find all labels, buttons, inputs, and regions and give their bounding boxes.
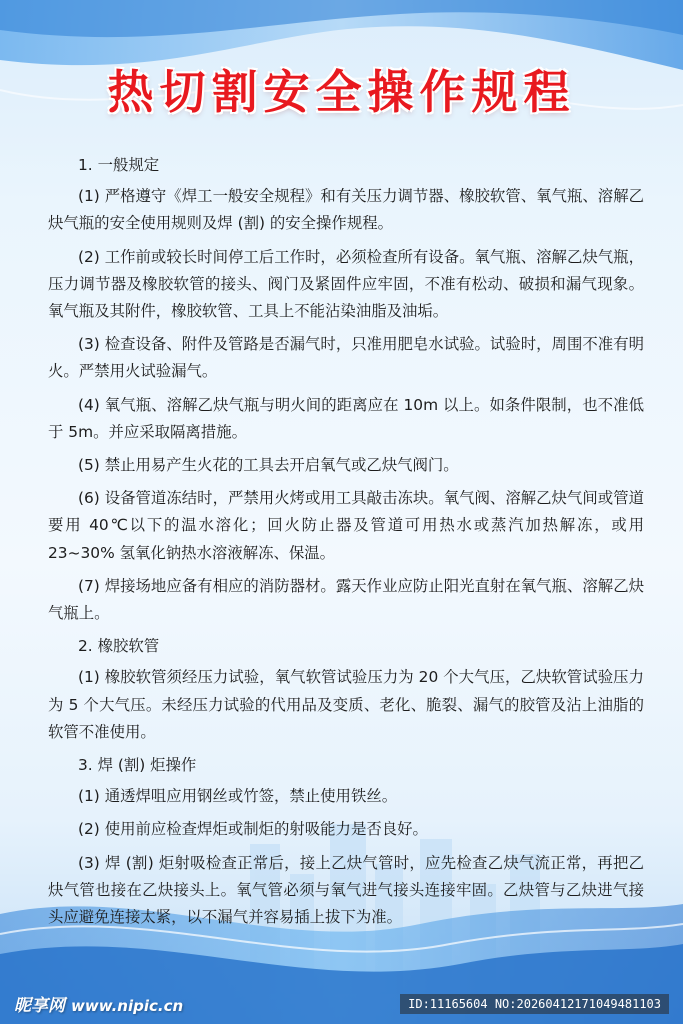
image-id-watermark: ID:11165604 NO:20260412171049481103 [400,994,669,1014]
rule-paragraph: (5) 禁止用易产生火花的工具去开启氧气或乙炔气阀门。 [78,456,459,475]
rule-paragraph: (2) 使用前应检查焊炬或制炬的射吸能力是否良好。 [78,820,428,839]
watermark-logo: 昵享网 [14,996,65,1016]
page-title: 热切割安全操作规程 [107,65,576,119]
site-watermark [14,991,183,1016]
section-heading: 1. 一般规定 [78,156,160,174]
rule-paragraph: (3) 焊 (割) 炬射吸检查正常后，接上乙炔气管时，应先检查乙炔气流正常，再把乙炔气管也接在乙炔接头上。氧气管必须与氧气进气接头连接牢固。乙炔管与乙炔进气接头应避免连接太紧，以不漏气并容易插上拔下为准。 [48,853,644,927]
rule-paragraph: (1) 通透焊咀应用钢丝或竹签，禁止使用铁丝。 [78,787,398,806]
rule-paragraph: (6) 设备管道冻结时，严禁用火烤或用工具敲击冻块。氧气阀、溶解乙炔气间或管道要用 40℃以下的温水溶化；回火防止器及管道可用热水或蒸汽加热解冻，或用 23~30% 氢氧化钠热水溶液解冻、保温。 [48,489,644,562]
rule-paragraph: (2) 工作前或较长时间停工后工作时，必须检查所有设备。氧气瓶、溶解乙炔气瓶，压力调节器及橡胶软管的接头、阀门及紧固件应牢固，不准有松动、破损和漏气现象。氧气瓶及其附件，橡胶软管、工具上不能沾染油脂及油垢。 [48,247,644,321]
section-heading: 3. 焊 (割) 炬操作 [78,756,197,775]
watermark-url: www.nipic.cn [71,997,184,1015]
rule-paragraph: (4) 氧气瓶、溶解乙炔气瓶与明火间的距离应在 10m 以上。如条件限制，也不准低于 5m。并应采取隔离措施。 [48,395,644,441]
rules-content [48,152,644,937]
rule-paragraph: (1) 严格遵守《焊工一般安全规程》和有关压力调节器、橡胶软管、氧气瓶、溶解乙炔气瓶的安全使用规则及焊 (割) 的安全操作规程。 [48,187,644,233]
rule-paragraph: (7) 焊接场地应备有相应的消防器材。露天作业应防止阳光直射在氧气瓶、溶解乙炔气瓶上。 [48,576,644,623]
rule-paragraph: (1) 橡胶软管须经压力试验，氧气软管试验压力为 20 个大气压，乙炔软管试验压力为 5 个大气压。未经压力试验的代用品及变质、老化、脆裂、漏气的胶管及沾上油脂的软管不准使用。 [48,668,644,741]
section-heading: 2. 橡胶软管 [78,637,160,656]
rule-paragraph: (3) 检查设备、附件及管路是否漏气时，只准用肥皂水试验。试验时，周围不准有明火。严禁用火试验漏气。 [48,335,644,381]
